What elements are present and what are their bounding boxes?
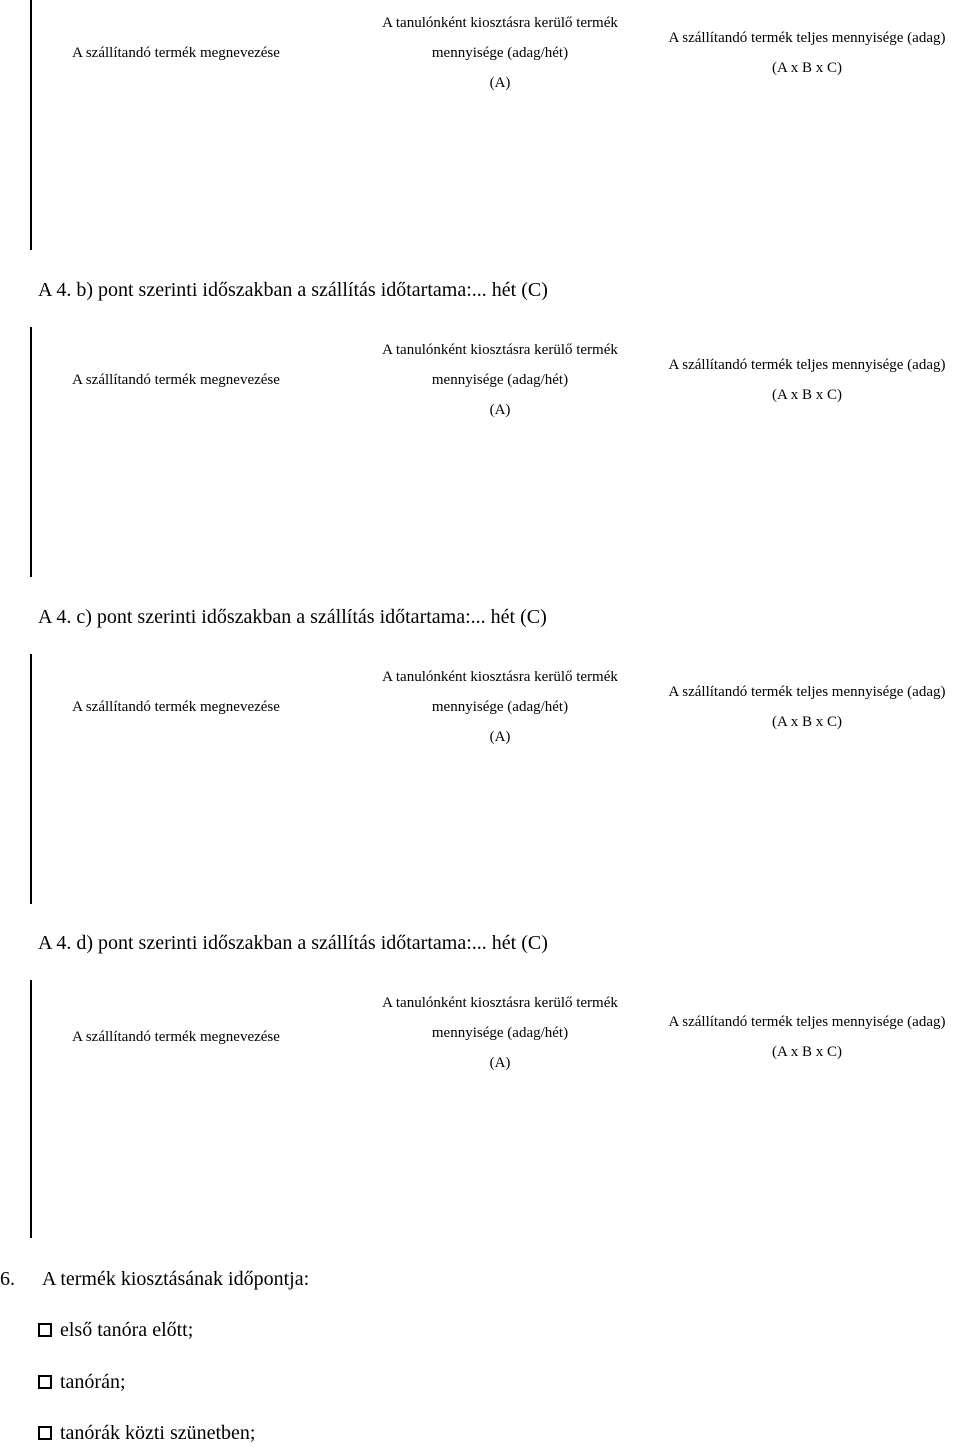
column-header-total-line1: A szállítandó termék teljes mennyisége (adag) xyxy=(668,357,946,373)
product-table-4 xyxy=(30,980,960,1238)
column-header-quantity xyxy=(350,335,650,425)
product-table-1 xyxy=(30,0,960,250)
section-title-text: A termék kiosztásának időpontja: xyxy=(42,1268,310,1290)
column-header-total-line2: (A x B x C) xyxy=(771,60,842,76)
column-header-total-line2: (A x B x C) xyxy=(771,714,842,730)
period-duration-c: A 4. c) pont szerinti időszakban a szállítás időtartama:... hét (C) xyxy=(38,606,547,628)
column-header-quantity-line3: (A) xyxy=(489,402,511,418)
checkbox-empty-icon[interactable] xyxy=(38,1375,52,1389)
column-header-quantity-line3: (A) xyxy=(489,75,511,91)
column-header-total xyxy=(652,350,960,410)
column-header-product-name: A szállítandó termék megnevezése xyxy=(72,699,280,715)
column-header-quantity-line3: (A) xyxy=(489,729,511,745)
column-header-quantity-line2: mennyisége (adag/hét) xyxy=(431,372,569,388)
column-header-total xyxy=(652,23,960,83)
section-6-heading xyxy=(0,1266,309,1292)
period-duration-b: A 4. b) pont szerinti időszakban a szállítás időtartama:... hét (C) xyxy=(38,279,548,301)
option-during-lesson[interactable] xyxy=(38,1369,126,1395)
column-header-quantity-line1: A tanulónként kiosztásra kerülő termék xyxy=(382,995,618,1011)
column-header-product-name: A szállítandó termék megnevezése xyxy=(72,45,280,61)
section-number: 6. xyxy=(0,1268,15,1290)
column-header-total xyxy=(652,1007,960,1067)
column-header-quantity-line1: A tanulónként kiosztásra kerülő termék xyxy=(382,15,618,31)
column-header-quantity-line3: (A) xyxy=(489,1055,511,1071)
column-header-product-name: A szállítandó termék megnevezése xyxy=(72,1029,280,1045)
period-duration-d: A 4. d) pont szerinti időszakban a szállítás időtartama:... hét (C) xyxy=(38,932,548,954)
column-header-total-line1: A szállítandó termék teljes mennyisége (adag) xyxy=(668,1014,946,1030)
column-header-quantity-line2: mennyisége (adag/hét) xyxy=(431,1025,569,1041)
column-header-product-name: A szállítandó termék megnevezése xyxy=(72,372,280,388)
column-header-total-line1: A szállítandó termék teljes mennyisége (adag) xyxy=(668,684,946,700)
column-header-quantity-line2: mennyisége (adag/hét) xyxy=(431,699,569,715)
column-header-total-line2: (A x B x C) xyxy=(771,387,842,403)
column-header-total-line2: (A x B x C) xyxy=(771,1044,842,1060)
option-before-first-lesson[interactable] xyxy=(38,1317,193,1343)
column-header-quantity-line1: A tanulónként kiosztásra kerülő termék xyxy=(382,669,618,685)
column-header-total xyxy=(652,677,960,737)
column-header-total-line1: A szállítandó termék teljes mennyisége (adag) xyxy=(668,30,946,46)
column-header-quantity-line2: mennyisége (adag/hét) xyxy=(431,45,569,61)
checkbox-empty-icon[interactable] xyxy=(38,1426,52,1440)
product-table-2 xyxy=(30,327,960,577)
option-label: tanórák közti szünetben; xyxy=(60,1422,256,1444)
option-label: első tanóra előtt; xyxy=(60,1319,194,1341)
column-header-quantity xyxy=(350,8,650,98)
column-header-quantity xyxy=(350,662,650,752)
column-header-quantity-line1: A tanulónként kiosztásra kerülő termék xyxy=(382,342,618,358)
column-header-quantity xyxy=(350,988,650,1078)
checkbox-empty-icon[interactable] xyxy=(38,1323,52,1337)
product-table-3 xyxy=(30,654,960,904)
option-label: tanórán; xyxy=(60,1371,126,1393)
option-during-break[interactable] xyxy=(38,1420,256,1446)
